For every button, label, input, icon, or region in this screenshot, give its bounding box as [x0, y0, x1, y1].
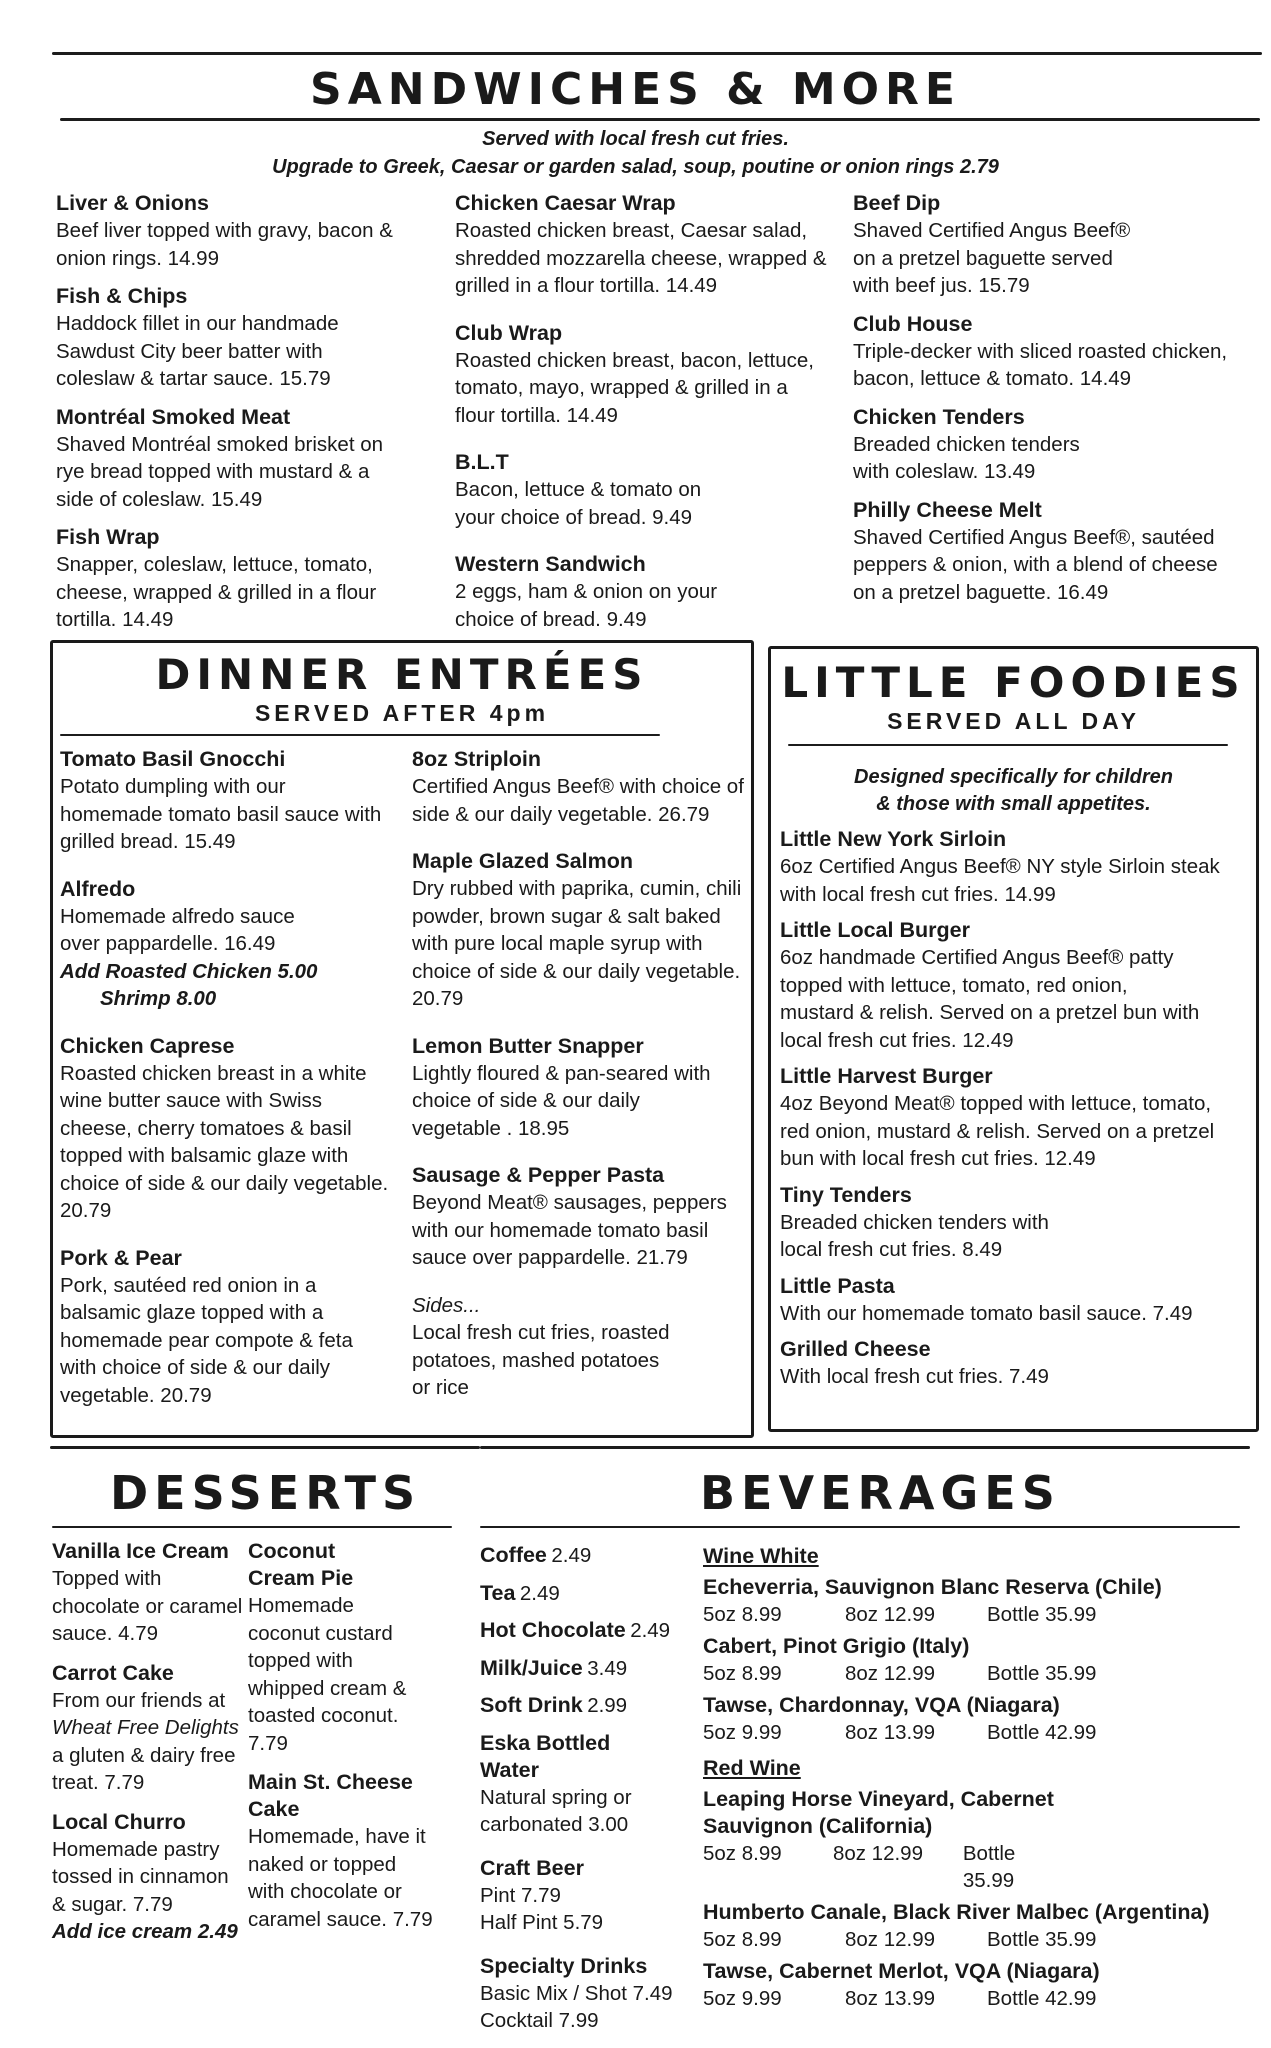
- wine-price: 8oz 12.99: [845, 1662, 936, 1685]
- drink-item: [480, 1855, 700, 1937]
- menu-item: [56, 283, 396, 393]
- sandwiches-col-2: [455, 190, 830, 644]
- item-name: Little New York Sirloin: [780, 827, 1007, 851]
- foodies-items: [780, 826, 1240, 1402]
- item-desc: With our homemade tomato basil sauce. 7.49: [780, 1301, 1193, 1325]
- drink-desc: Pint 7.79: [480, 1883, 561, 1907]
- item-desc: Triple-decker with sliced roasted chicken, bacon, lettuce & tomato. 14.49: [853, 339, 1228, 390]
- drink-name: Soft Drink: [480, 1693, 583, 1717]
- item-desc: Potato dumpling with our homemade tomato basil sauce with grilled bread. 15.49: [60, 775, 382, 853]
- menu-item: [52, 1538, 247, 1648]
- wine-item: [703, 1692, 1263, 1746]
- item-name: Fish Wrap: [56, 525, 160, 549]
- item-desc: Wheat Free Delights: [52, 1716, 239, 1739]
- item-desc: With local fresh cut fries. 7.49: [780, 1365, 1049, 1388]
- wine-price: Bottle 42.99: [987, 1987, 1097, 2010]
- drink-desc: Natural spring or carbonated 3.00: [480, 1785, 632, 1836]
- wine-price: Bottle 35.99: [987, 1928, 1097, 1951]
- sides: [412, 1292, 682, 1402]
- sides-label: Sides...: [412, 1293, 481, 1317]
- drink-name: Eska Bottled Water: [480, 1730, 611, 1782]
- beverages-wine: [703, 1542, 1263, 2012]
- item-name: Sausage & Pepper Pasta: [412, 1163, 665, 1187]
- menu-item: [56, 524, 396, 634]
- wine-item: [703, 1899, 1263, 1953]
- item-name: B.L.T: [455, 450, 509, 474]
- wine-price: 5oz 9.99: [703, 1721, 782, 1744]
- wine-price: 5oz 8.99: [703, 1928, 782, 1951]
- item-desc: Homemade coconut custard topped with whipped cream & toasted coconut. 7.79: [248, 1594, 407, 1755]
- drink-price: 2.99: [587, 1694, 628, 1717]
- item-desc: Beyond Meat® sausages, peppers with our homemade tomato basil sauce over pappardelle. 21.79: [412, 1191, 727, 1269]
- sides-desc: Local fresh cut fries, roasted potatoes, mashed potatoes or rice: [412, 1321, 670, 1399]
- menu-item: [780, 826, 1240, 908]
- item-name: Lemon Butter Snapper: [412, 1033, 644, 1058]
- dinner-title: DINNER ENTRÉES: [155, 650, 649, 699]
- wine-price: Bottle 35.99: [962, 1842, 1016, 1892]
- menu-item: [60, 746, 390, 856]
- menu-item: [412, 746, 750, 828]
- wine-prices: [703, 1926, 1263, 1953]
- wine-price: 5oz 8.99: [703, 1603, 782, 1626]
- wine-price: Bottle 35.99: [987, 1603, 1097, 1626]
- sandwiches-intro-1: Served with local fresh cut fries.: [482, 128, 789, 150]
- wine-prices: [703, 1660, 1263, 1687]
- item-desc: Shaved Certified Angus Beef® on a pretzel baguette served with beef jus. 15.79: [853, 219, 1131, 297]
- drink-item: [480, 1730, 670, 1839]
- foodies-title: LITTLE FOODIES: [781, 658, 1246, 707]
- foodies-intro-1: Designed specifically for children: [854, 766, 1173, 788]
- dinner-subtitle: SERVED AFTER 4pm: [254, 700, 550, 726]
- wine-price: 8oz 12.99: [832, 1842, 923, 1865]
- item-name: Beef Dip: [853, 191, 941, 215]
- drink-item: [480, 1580, 700, 1608]
- menu-item: [455, 449, 715, 531]
- wine-name: Cabert, Pinot Grigio (Italy): [703, 1634, 970, 1658]
- desserts-col-2: [248, 1538, 448, 1944]
- wine-price: 8oz 12.99: [845, 1603, 936, 1626]
- item-desc: a gluten & dairy free treat. 7.79: [52, 1743, 236, 1794]
- menu-item: [853, 311, 1248, 393]
- foodies-subtitle: SERVED ALL DAY: [887, 708, 1140, 734]
- item-name: Club House: [853, 311, 973, 336]
- beverages-simple: [480, 1542, 700, 2046]
- item-name: Alfredo: [60, 876, 136, 901]
- item-desc: Certified Angus Beef® with choice of side & our daily vegetable. 26.79: [412, 775, 744, 826]
- drink-name: Coffee: [480, 1543, 547, 1567]
- menu-item: [52, 1809, 247, 1946]
- wine-item: [703, 1958, 1263, 2012]
- drink-item: [480, 1617, 700, 1645]
- drink-name: Tea: [480, 1580, 516, 1605]
- item-name: Liver & Onions: [56, 191, 209, 215]
- item-addon: Add Roasted Chicken 5.00: [60, 959, 318, 983]
- menu-item: [412, 848, 742, 1013]
- beverages-title: BEVERAGES: [700, 1466, 1061, 1520]
- menu-item: [412, 1162, 750, 1272]
- drink-price: 2.49: [519, 1581, 560, 1605]
- wine-red-heading: Red Wine: [703, 1756, 801, 1780]
- item-name: Chicken Caesar Wrap: [455, 191, 676, 215]
- item-desc: Bacon, lettuce & tomato on your choice of bread. 9.49: [455, 478, 702, 529]
- item-desc: Roasted chicken breast in a white wine butter sauce with Swiss cheese, cherry tomatoes & basil topped with balsamic glaze with choice of side & our daily vegetable. 20.79: [60, 1061, 389, 1222]
- item-name: Carrot Cake: [52, 1660, 174, 1685]
- menu-item: [780, 1336, 1240, 1391]
- wine-price: 8oz 12.99: [845, 1928, 936, 1951]
- item-desc: Beef liver topped with gravy, bacon & onion rings. 14.99: [56, 219, 393, 270]
- wine-prices: [703, 1601, 1263, 1628]
- drink-price: 2.49: [551, 1544, 592, 1567]
- item-name: Coconut Cream Pie: [248, 1539, 354, 1590]
- wine-price: Bottle 42.99: [987, 1721, 1097, 1744]
- dinner-col-2: [412, 746, 750, 1413]
- item-desc: Homemade pastry tossed in cinnamon & sugar. 7.79: [52, 1837, 229, 1916]
- item-name: Chicken Tenders: [853, 404, 1025, 429]
- menu-item: [853, 404, 1113, 486]
- drink-price: 2.49: [630, 1619, 671, 1642]
- item-name: 8oz Striploin: [412, 747, 541, 771]
- wine-item: [703, 1574, 1263, 1628]
- item-desc: Breaded chicken tenders with coleslaw. 13.49: [853, 432, 1080, 483]
- drink-name: Milk/Juice: [480, 1655, 583, 1680]
- drink-desc: Half Pint 5.79: [480, 1911, 604, 1934]
- desserts-col-1: [52, 1538, 247, 1957]
- drink-desc: Cocktail 7.99: [480, 2009, 599, 2032]
- item-name: Little Local Burger: [780, 918, 970, 942]
- item-name: Main St. Cheese Cake: [248, 1770, 413, 1821]
- item-desc: Breaded chicken tenders with local fresh cut fries. 8.49: [780, 1210, 1049, 1261]
- item-desc: Shaved Certified Angus Beef®, sautéed peppers & onion, with a blend of cheese on a pretzel baguette. 16.49: [853, 525, 1218, 604]
- wine-prices: [703, 1840, 1063, 1894]
- item-desc: Shaved Montréal smoked brisket on rye bread topped with mustard & a side of coleslaw. 15.49: [56, 432, 384, 511]
- menu-item: [248, 1538, 408, 1757]
- sandwiches-col-1: [56, 190, 396, 645]
- item-name: Pork & Pear: [60, 1245, 182, 1270]
- menu-item: [780, 1273, 1240, 1328]
- wine-item: [703, 1786, 1063, 1894]
- item-name: Montréal Smoked Meat: [56, 404, 291, 429]
- wine-name: Echeverria, Sauvignon Blanc Reserva (Chile): [703, 1575, 1162, 1599]
- item-name: Local Churro: [52, 1809, 186, 1834]
- drink-item: [480, 1655, 700, 1683]
- wine-name: Humberto Canale, Black River Malbec (Argentina): [703, 1900, 1210, 1924]
- menu-item: [52, 1660, 247, 1797]
- item-name: Western Sandwich: [455, 552, 646, 576]
- item-desc: Homemade alfredo sauce over pappardelle. 16.49: [60, 904, 295, 955]
- drink-item: [480, 1692, 700, 1720]
- item-name: Vanilla Ice Cream: [52, 1539, 229, 1563]
- item-desc: From our friends at: [52, 1688, 226, 1712]
- menu-item: [455, 320, 830, 430]
- item-name: Grilled Cheese: [780, 1337, 931, 1361]
- wine-price: 5oz 9.99: [703, 1987, 782, 2010]
- dinner-col-1: [60, 746, 390, 1420]
- drink-desc: Basic Mix / Shot 7.49: [480, 1981, 673, 2005]
- item-desc: Topped with chocolate or caramel sauce. 4.79: [52, 1567, 243, 1645]
- menu-item: [60, 1245, 360, 1410]
- drink-price: 3.49: [587, 1656, 628, 1680]
- item-name: Little Harvest Burger: [780, 1064, 993, 1088]
- item-name: Fish & Chips: [56, 284, 188, 308]
- item-name: Tomato Basil Gnocchi: [60, 747, 286, 771]
- menu-item: [56, 190, 396, 272]
- item-desc: Pork, sautéed red onion in a balsamic glaze topped with a homemade pear compote & feta with choice of side & our daily vegetable. 20.79: [60, 1273, 353, 1407]
- item-name: Little Pasta: [780, 1273, 895, 1298]
- menu-item: [780, 1182, 1080, 1264]
- item-desc: Roasted chicken breast, bacon, lettuce, tomato, mayo, wrapped & grilled in a flour tortilla. 14.49: [455, 348, 814, 427]
- wine-price: 8oz 13.99: [845, 1721, 936, 1744]
- sandwiches-title: SANDWICHES & MORE: [310, 64, 961, 115]
- item-desc: Roasted chicken breast, Caesar salad, shredded mozzarella cheese, wrapped & grilled in a flour tortilla. 14.49: [455, 219, 827, 297]
- menu-item: [455, 551, 735, 633]
- drink-item: [480, 1542, 700, 1570]
- wine-prices: [703, 1719, 1263, 1746]
- sandwiches-col-3: [853, 190, 1248, 617]
- menu-item: [780, 917, 1200, 1054]
- wine-white-heading: Wine White: [703, 1544, 819, 1568]
- item-name: Philly Cheese Melt: [853, 497, 1042, 522]
- drink-item: [480, 1953, 700, 2035]
- item-name: Maple Glazed Salmon: [412, 849, 634, 873]
- wine-prices: [703, 1985, 1263, 2012]
- wine-price: 5oz 8.99: [703, 1662, 782, 1685]
- menu-item: [60, 1033, 390, 1225]
- item-name: Club Wrap: [455, 320, 563, 345]
- wine-price: 8oz 13.99: [845, 1987, 936, 2010]
- menu-item: [853, 497, 1238, 607]
- wine-price: Bottle 35.99: [987, 1662, 1097, 1685]
- item-desc: Homemade, have it naked or topped with chocolate or caramel sauce. 7.79: [248, 1825, 433, 1931]
- drink-name: Craft Beer: [480, 1855, 584, 1880]
- item-addon: Add ice cream 2.49: [52, 1920, 238, 1943]
- desserts-title: DESSERTS: [110, 1466, 422, 1520]
- item-desc: 6oz handmade Certified Angus Beef® patty topped with lettuce, tomato, red onion, mustard & relish. Served on a pretzel bun with local fresh cut fries. 12.49: [780, 946, 1200, 1052]
- sandwiches-intro-2: Upgrade to Greek, Caesar or garden salad, soup, poutine or onion rings 2.79: [272, 156, 999, 178]
- item-desc: Dry rubbed with paprika, cumin, chili powder, brown sugar & salt baked with pure local maple syrup with choice of side & our daily vegetable. 20.79: [412, 877, 742, 1010]
- wine-name: Tawse, Cabernet Merlot, VQA (Niagara): [703, 1959, 1100, 1983]
- menu-item: [56, 404, 396, 514]
- item-desc: 4oz Beyond Meat® topped with lettuce, tomato, red onion, mustard & relish. Served on a pretzel bun with local fresh cut fries. 12.49: [780, 1092, 1215, 1170]
- item-desc: Haddock fillet in our handmade Sawdust City beer batter with coleslaw & tartar sauce. 15.79: [56, 312, 339, 390]
- wine-name: Tawse, Chardonnay, VQA (Niagara): [703, 1693, 1060, 1717]
- menu-item: [455, 190, 830, 300]
- menu-item: [780, 1063, 1240, 1173]
- menu-item: [248, 1769, 438, 1933]
- item-desc: 6oz Certified Angus Beef® NY style Sirloin steak with local fresh cut fries. 14.99: [780, 855, 1220, 906]
- wine-item: [703, 1633, 1263, 1687]
- foodies-intro-2: & those with small appetites.: [876, 793, 1151, 815]
- item-desc: Snapper, coleslaw, lettuce, tomato, cheese, wrapped & grilled in a flour tortilla. 14.49: [56, 553, 377, 631]
- menu-item: [853, 190, 1153, 300]
- item-desc: Lightly floured & pan-seared with choice of side & our daily vegetable . 18.95: [412, 1061, 711, 1140]
- drink-name: Hot Chocolate: [480, 1618, 626, 1642]
- item-name: Tiny Tenders: [780, 1182, 912, 1207]
- item-addon: Shrimp 8.00: [100, 987, 217, 1010]
- menu-item: [60, 876, 340, 1013]
- wine-name: Leaping Horse Vineyard, Cabernet Sauvignon (California): [703, 1787, 1054, 1838]
- wine-price: 5oz 8.99: [703, 1842, 782, 1865]
- item-name: Chicken Caprese: [60, 1033, 235, 1058]
- item-desc: 2 eggs, ham & onion on your choice of bread. 9.49: [455, 580, 718, 631]
- menu-item: [412, 1033, 722, 1143]
- drink-name: Specialty Drinks: [480, 1953, 648, 1978]
